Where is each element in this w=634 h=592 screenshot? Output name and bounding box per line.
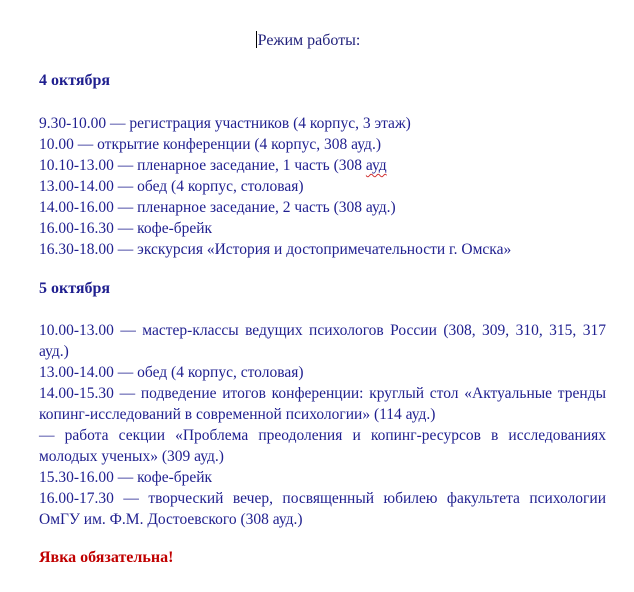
schedule-item bbox=[39, 155, 606, 176]
schedule-item: 9.30-10.00 — регистрация участников (4 корпус, 3 этаж) bbox=[39, 115, 411, 132]
schedule-item: 14.00-16.00 — пленарное заседание, 2 часть (308 ауд.) bbox=[39, 199, 396, 216]
day1-heading: 4 октября bbox=[39, 72, 111, 89]
schedule-item: 15.30-16.00 — кофе-брейк bbox=[39, 469, 213, 486]
page-title bbox=[0, 31, 616, 50]
schedule-item: 16.30-18.00 — экскурсия «История и достопримечательности г. Омска» bbox=[39, 241, 512, 258]
schedule-item: 16.00-17.30 — творческий вечер, посвященный юбилею факультета психологии ОмГУ им. Ф.М. Достоевского (308 ауд.) bbox=[39, 490, 606, 528]
page-title-text: Режим работы: bbox=[257, 32, 361, 49]
spellcheck-underlined-word: ауд bbox=[365, 157, 387, 174]
text-cursor bbox=[256, 31, 257, 48]
schedule-item: 13.00-14.00 — обед (4 корпус, столовая) bbox=[39, 178, 304, 195]
schedule-item: 13.00-14.00 — обед (4 корпус, столовая) bbox=[39, 364, 304, 381]
day2-schedule bbox=[39, 320, 606, 530]
schedule-item-text: 10.10-13.00 — пленарное заседание, 1 часть (308 bbox=[39, 157, 366, 174]
day2-heading: 5 октября bbox=[39, 280, 111, 297]
schedule-item: — работа секции «Проблема преодоления и копинг-ресурсов в исследованиях молодых ученых» (309 ауд.) bbox=[39, 427, 606, 465]
schedule-item: 16.00-16.30 — кофе-брейк bbox=[39, 220, 213, 237]
day1-schedule bbox=[39, 113, 606, 260]
schedule-item: 10.00 — открытие конференции (4 корпус, 308 ауд.) bbox=[39, 136, 381, 153]
schedule-item: 14.00-15.30 — подведение итогов конференции: круглый стол «Актуальные тренды копинг-исследований в современной психологии» (114 ауд.) bbox=[39, 385, 606, 423]
schedule-item: 10.00-13.00 — мастер-классы ведущих психологов России (308, 309, 310, 315, 317 ауд.) bbox=[39, 322, 606, 360]
attendance-notice: Явка обязательна! bbox=[39, 549, 174, 566]
